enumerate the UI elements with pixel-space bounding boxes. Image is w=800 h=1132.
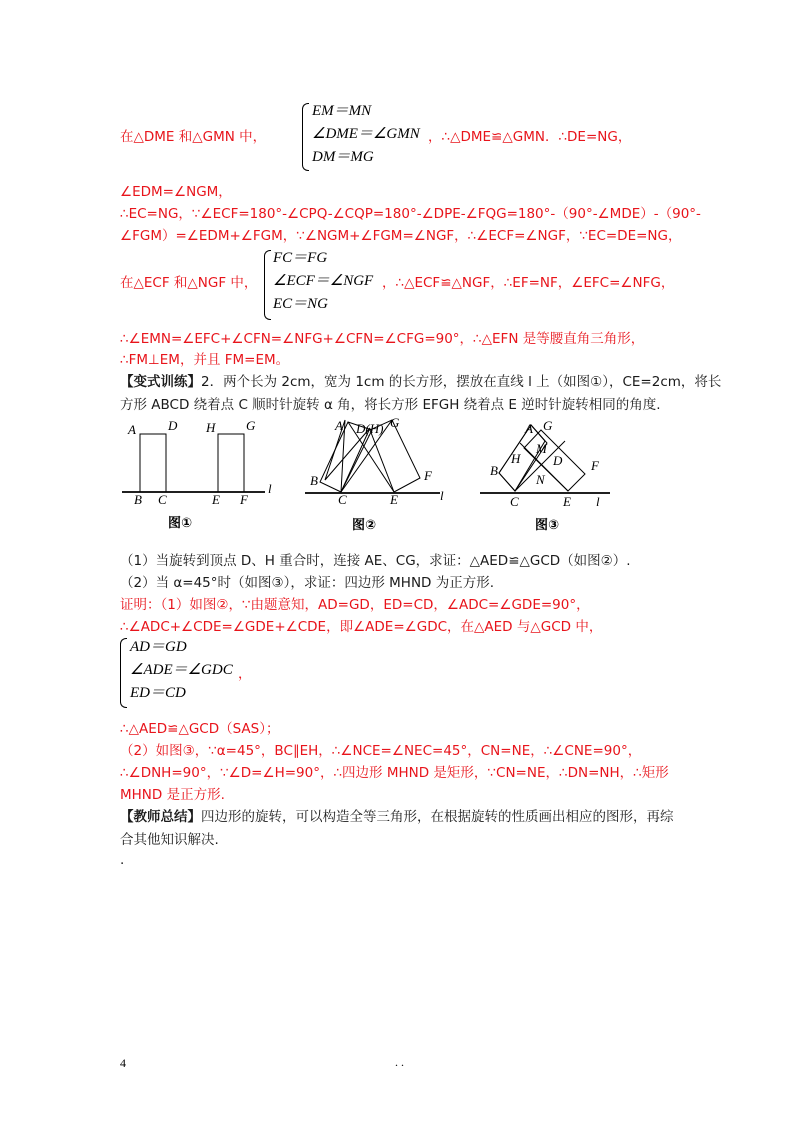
brace-2 [264,250,271,320]
fig2-label-a: A [335,418,343,433]
page-number: 4 [120,1056,126,1070]
fig1-label-e: E [212,492,220,507]
system-2 [273,247,373,316]
sys1-eq3: DM＝MG [312,149,374,165]
sys3-eq2: ∠ADE＝∠GDC [130,662,233,678]
fig3-label-d: D [553,453,563,468]
line-14: （2）如图③，∵α=45°，BC∥EH，∴∠NCE=∠NEC=45°，CN=NE，∴∠CNE=90°， [120,743,642,759]
line-7 [120,372,721,392]
fig1-rect-efgh [218,434,244,492]
fig1-label-d: D [168,418,178,433]
line-9: （1）当旋转到顶点 D、H 重合时，连接 AE、CG，求证：△AED≌△GCD（如图②）. [120,553,631,569]
fig3-label-e: E [563,494,571,509]
line-18: 合其他知识解决. [120,832,219,848]
fig3-label-l: l [596,494,600,509]
fig1-label-h: H [206,420,216,435]
fig2-label-l: l [440,488,444,503]
p1-pre: 在△DME 和△GMN 中， [120,129,267,145]
brace-1 [302,103,309,171]
line-6: ∴FM⊥EM，并且 FM=EM。 [120,352,290,368]
line-12: ∴∠ADC+∠CDE=∠GDE+∠CDE，即∠ADE=∠GDC，在△AED 与△GCD 中， [120,619,603,635]
figures-svg [0,410,800,550]
sys1-eq2: ∠DME＝∠GMN [312,126,420,142]
line-17-text: 四边形的旋转，可以构造全等三角形，在根据旋转的性质画出相应的图形，再综 [201,809,674,825]
line-13: ∴△AED≌△GCD（SAS）； [120,721,280,737]
line-17 [120,807,674,827]
line-11: 证明：（1）如图②，∵由题意知，AD=GD，ED=CD，∠ADC=∠GDE=90°， [120,597,590,613]
fig3-label-c: C [510,494,519,509]
fig3-label-f: F [591,458,599,473]
p1-post: ，∴△DME≌△GMN．∴DE=NG， [428,129,632,145]
p2-post: ，∴△ECF≌△NGF，∴EF=NF，∠EFC=∠NFG， [382,275,675,291]
sys2-eq3: EC＝NG [273,296,329,312]
footer-dots: . . [395,1055,404,1069]
fig3-label-m: M [536,441,547,456]
brace-3 [120,638,127,708]
fig2-label-g: G [390,415,400,430]
trailing-dot: . [120,852,125,868]
teacher-summary-tag: 【教师总结】 [120,809,201,825]
fig3-label-g: G [543,418,553,433]
line-16: MHND 是正方形. [120,787,225,803]
line-4: ∠FGM）=∠EDM+∠FGM，∵∠NGM+∠FGM=∠NGF，∴∠ECF=∠NGF，∵EC=DE=NG， [120,228,682,244]
line-3: ∴EC=NG，∵∠ECF=180°-∠CPQ-∠CQP=180°-∠DPE-∠FQG=180°-（90°-∠MDE）-（90°- [120,206,701,222]
fig1-label-f: F [240,492,248,507]
fig2-caption: 图② [352,518,377,533]
fig1-label-b: B [134,492,142,507]
p2-pre: 在△ECF 和△NGF 中， [120,275,258,291]
fig2-label-c: C [338,492,347,507]
fig1-caption: 图① [168,516,193,531]
fig1-label-l: l [268,481,272,496]
fig2-label-dh: D(H) [356,421,384,436]
p3-post: ， [238,666,252,682]
fig3-label-h: H [511,451,521,466]
fig1-label-a: A [128,422,136,437]
sys3-eq3: ED＝CD [130,685,186,701]
line-5: ∴∠EMN=∠EFC+∠CFN=∠NFG+∠CFN=∠CFG=90°，∴△EFN 是等腰直角三角形， [120,331,645,347]
fig2-label-f: F [424,468,432,483]
line-2: ∠EDM=∠NGM， [120,184,232,200]
sys1-eq1: EM＝MN [312,103,372,119]
system-1 [312,100,420,169]
line-7-text: 2．两个长为 2cm，宽为 1cm 的长方形，摆放在直线 l 上（如图①），CE=2cm，将长 [201,374,722,390]
fig3-label-n: N [536,472,545,487]
line-10: （2）当 α=45°时（如图③），求证：四边形 MHND 为正方形. [120,575,495,591]
fig1-label-g: G [246,418,256,433]
fig3-label-a: A [525,421,533,436]
fig1-rect-abcd [140,434,166,492]
fig1-label-c: C [158,492,167,507]
sys2-eq2: ∠ECF＝∠NGF [273,273,374,289]
fig2-label-b: B [310,473,318,488]
fig3-caption: 图③ [535,518,560,533]
variant-training-tag: 【变式训练】 [120,374,201,390]
line-8: 方形 ABCD 绕着点 C 顺时针旋转 α 角，将长方形 EFGH 绕着点 E 逆时针旋转相同的角度. [120,397,661,413]
fig2-cd [341,430,372,492]
fig2-label-e: E [390,492,398,507]
sys2-eq1: FC＝FG [273,250,328,266]
fig3-label-b: B [490,463,498,478]
sys3-eq1: AD＝GD [130,639,187,655]
system-3 [130,636,233,705]
line-15: ∴∠DNH=90°，∵∠D=∠H=90°，∴四边形 MHND 是矩形，∵CN=NE，∴DN=NH，∴矩形 [120,765,669,781]
